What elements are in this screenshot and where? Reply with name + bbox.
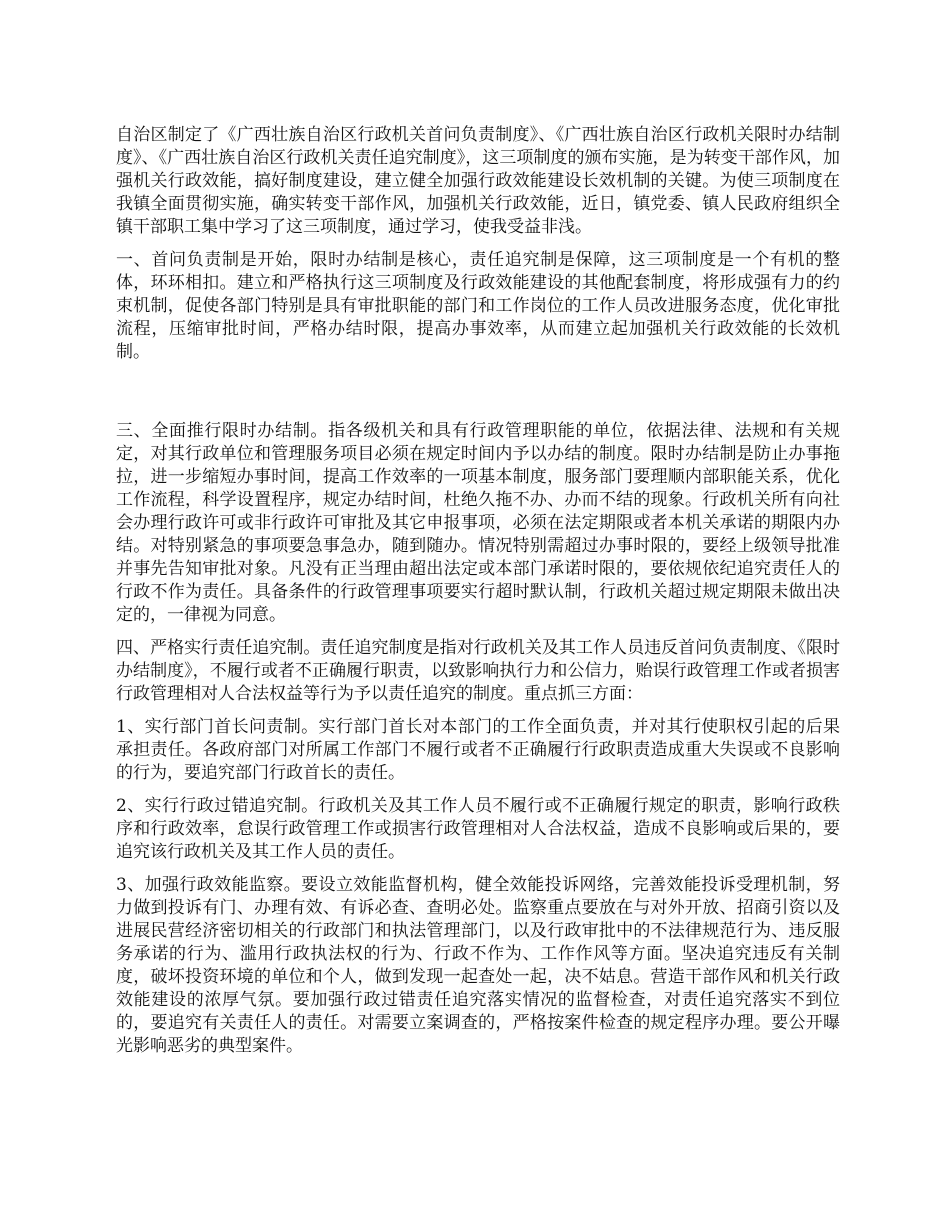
paragraph-item-2: 2、实行行政过错追究制。行政机关及其工作人员不履行或不正确履行规定的职责，影响行政秩序和行政效率，怠误行政管理工作或损害行政管理相对人合法权益，造成不良影响或后果的，要追究该行政机关及其工作人员的责任。 [116, 796, 840, 862]
document-body [116, 124, 840, 1068]
paragraph-item-3: 3、加强行政效能监察。要设立效能监督机构，健全效能投诉网络，完善效能投诉受理机制，努力做到投诉有门、办理有效、有诉必查、查明必处。监察重点要放在与对外开放、招商引资以及进展民营经济密切相关的行政部门和执法管理部门，以及行政审批中的不法律规范行为、违反服务承诺的行为、滥用行政执法权的行为、行政不作为、工作作风等方面。坚决追究违反有关制度，破坏投资环境的单位和个人，做到发现一起查处一起，决不姑息。营造干部作风和机关行政效能建设的浓厚气氛。要加强行政过错责任追究落实情况的监督检查，对责任追究落实不到位的，要追究有关责任人的责任。对需要立案调查的，严格按案件检查的规定程序办理。要公开曝光影响恶劣的典型案件。 [116, 875, 840, 1056]
paragraph-intro: 自治区制定了《广西壮族自治区行政机关首问负责制度》、《广西壮族自治区行政机关限时办结制度》、《广西壮族自治区行政机关责任追究制度》，这三项制度的颁布实施，是为转变干部作风，加强机关行政效能，搞好制度建设，建立健全加强行政效能建设长效机制的关键。为使三项制度在我镇全面贯彻实施，确实转变干部作风，加强机关行政效能，近日，镇党委、镇人民政府组织全镇干部职工集中学习了这三项制度，通过学习，使我受益非浅。 [116, 125, 840, 237]
paragraph-item-1: 1、实行部门首长问责制。实行部门首长对本部门的工作全面负责，并对其行使职权引起的后果承担责任。各政府部门对所属工作部门不履行或者不正确履行行政职责造成重大失误或不良影响的行为，要追究部门行政首长的责任。 [116, 717, 840, 783]
paragraph-section-1: 一、首问负责制是开始，限时办结制是核心，责任追究制是保障，这三项制度是一个有机的整体，环环相扣。建立和严格执行这三项制度及行政效能建设的其他配套制度，将形成强有力的约束机制，促使各部门特别是具有审批职能的部门和工作岗位的工作人员改进服务态度，优化审批流程，压缩审批时间，严格办结时限，提高办事效率，从而建立起加强机关行政效能的长效机制。 [116, 250, 840, 362]
paragraph-section-3: 三、全面推行限时办结制。指各级机关和具有行政管理职能的单位，依据法律、法规和有关规定，对其行政单位和管理服务项目必须在规定时间内予以办结的制度。限时办结制是防止办事拖拉，进一步缩短办事时间，提高工作效率的一项基本制度，服务部门要理顺内部职能关系，优化工作流程，科学设置程序，规定办结时间，杜绝久拖不办、办而不结的现象。行政机关所有向社会办理行政许可或非行政许可审批及其它申报事项，必须在法定期限或者本机关承诺的期限内办结。对特别紧急的事项要急事急办，随到随办。情况特别需超过办事时限的，要经上级领导批准并事先告知审批对象。凡没有正当理由超出法定或本部门承诺时限的，要依规依纪追究责任人的行政不作为责任。具备条件的行政管理事项要实行超时默认制，行政机关超过规定期限未做出决定的，一律视为同意。 [116, 421, 840, 625]
paragraph-section-4: 四、严格实行责任追究制。责任追究制度是指对行政机关及其工作人员违反首问负责制度、《限时办结制度》，不履行或者不正确履行职责，以致影响执行力和公信力，贻误行政管理工作或者损害行政管理相对人合法权益等行为予以责任追究的制度。重点抓三方面： [116, 638, 840, 704]
